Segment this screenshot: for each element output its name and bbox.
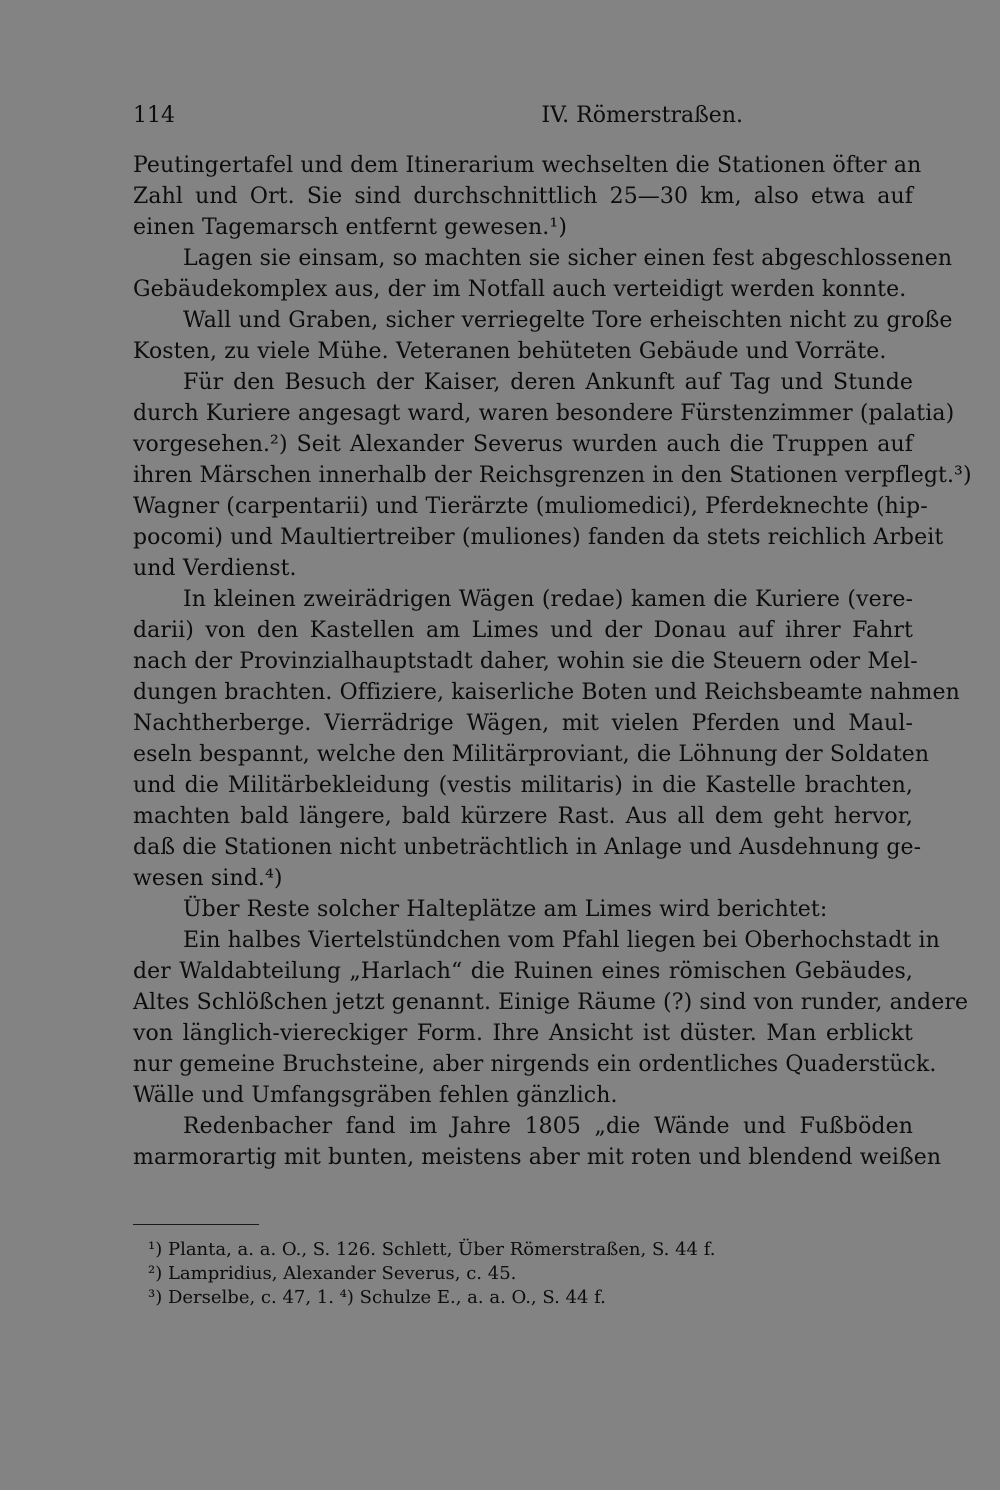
- text-line: und Verdienst.: [133, 556, 297, 581]
- text-line: Lagen sie einsam, so machten sie sicher einen fest abgeschlossenen: [183, 246, 953, 271]
- text-line: Nachtherberge. Vierrädrige Wägen, mit vielen Pferden und Maul-: [133, 711, 913, 736]
- text-line: von länglich-viereckiger Form. Ihre Ansicht ist düster. Man erblickt: [133, 1021, 913, 1046]
- text-line: Über Reste solcher Halteplätze am Limes wird berichtet:: [183, 897, 828, 922]
- text-line: machten bald längere, bald kürzere Rast. Aus all dem geht hervor,: [133, 804, 913, 829]
- text-line: Ein halbes Viertelstündchen vom Pfahl liegen bei Oberhochstadt in: [183, 928, 940, 953]
- text-line: darii) von den Kastellen am Limes und der Donau auf ihrer Fahrt: [133, 618, 913, 643]
- text-line: marmorartig mit bunten, meistens aber mit roten und blendend weißen: [133, 1145, 942, 1170]
- page-number: 114: [133, 103, 175, 128]
- page-header: [133, 100, 913, 132]
- running-head: IV. Römerstraßen.: [541, 103, 743, 128]
- text-line: Wagner (carpentarii) und Tierärzte (muliomedici), Pferdeknechte (hip-: [133, 494, 928, 519]
- text-line: daß die Stationen nicht unbeträchtlich in Anlage und Ausdehnung ge-: [133, 835, 922, 860]
- text-line: der Waldabteilung „Harlach“ die Ruinen eines römischen Gebäudes,: [133, 959, 913, 984]
- text-line: Zahl und Ort. Sie sind durchschnittlich 25—30 km, also etwa auf: [133, 184, 913, 209]
- footnote: ³) Derselbe, c. 47, 1. ⁴) Schulze E., a. a. O., S. 44 f.: [148, 1287, 606, 1308]
- footnote: ¹) Planta, a. a. O., S. 126. Schlett, Über Römerstraßen, S. 44 f.: [148, 1239, 716, 1260]
- text-line: durch Kuriere angesagt ward, waren besondere Fürstenzimmer (palatia): [133, 401, 955, 426]
- text-line: nur gemeine Bruchsteine, aber nirgends ein ordentliches Quaderstück.: [133, 1052, 937, 1077]
- text-line: Redenbacher fand im Jahre 1805 „die Wände und Fußböden: [183, 1114, 913, 1139]
- text-line: wesen sind.⁴): [133, 866, 283, 891]
- text-line: Wall und Graben, sicher verriegelte Tore erheischten nicht zu große: [183, 308, 953, 333]
- text-line: nach der Provinzialhauptstadt daher, wohin sie die Steuern oder Mel-: [133, 649, 918, 674]
- text-line: eseln bespannt, welche den Militärproviant, die Löhnung der Soldaten: [133, 742, 930, 767]
- text-line: In kleinen zweirädrigen Wägen (redae) kamen die Kuriere (vere-: [183, 587, 913, 612]
- text-line: Für den Besuch der Kaiser, deren Ankunft auf Tag und Stunde: [183, 370, 913, 395]
- text-line: vorgesehen.²) Seit Alexander Severus wurden auch die Truppen auf: [133, 432, 913, 457]
- text-line: dungen brachten. Offiziere, kaiserliche Boten und Reichsbeamte nahmen: [133, 680, 960, 705]
- body-text: [133, 150, 972, 1173]
- text-line: Wälle und Umfangsgräben fehlen gänzlich.: [133, 1083, 618, 1108]
- text-line: einen Tagemarsch entfernt gewesen.¹): [133, 215, 567, 240]
- text-line: Gebäudekomplex aus, der im Notfall auch verteidigt werden konnte.: [133, 277, 907, 302]
- text-line: ihren Märschen innerhalb der Reichsgrenzen in den Stationen verpflegt.³): [133, 463, 972, 488]
- text-line: und die Militärbekleidung (vestis militaris) in die Kastelle brachten,: [133, 773, 913, 798]
- footnote: ²) Lampridius, Alexander Severus, c. 45.: [148, 1263, 517, 1284]
- text-line: Altes Schlößchen jetzt genannt. Einige Räume (?) sind von runder, andere: [133, 990, 969, 1015]
- text-line: pocomi) und Maultiertreiber (muliones) fanden da stets reichlich Arbeit: [133, 525, 944, 550]
- footnotes: [148, 1238, 908, 1310]
- text-line: Peutingertafel und dem Itinerarium wechselten die Stationen öfter an: [133, 153, 922, 178]
- footnote-rule: [133, 1224, 259, 1225]
- text-line: Kosten, zu viele Mühe. Veteranen behüteten Gebäude und Vorräte.: [133, 339, 887, 364]
